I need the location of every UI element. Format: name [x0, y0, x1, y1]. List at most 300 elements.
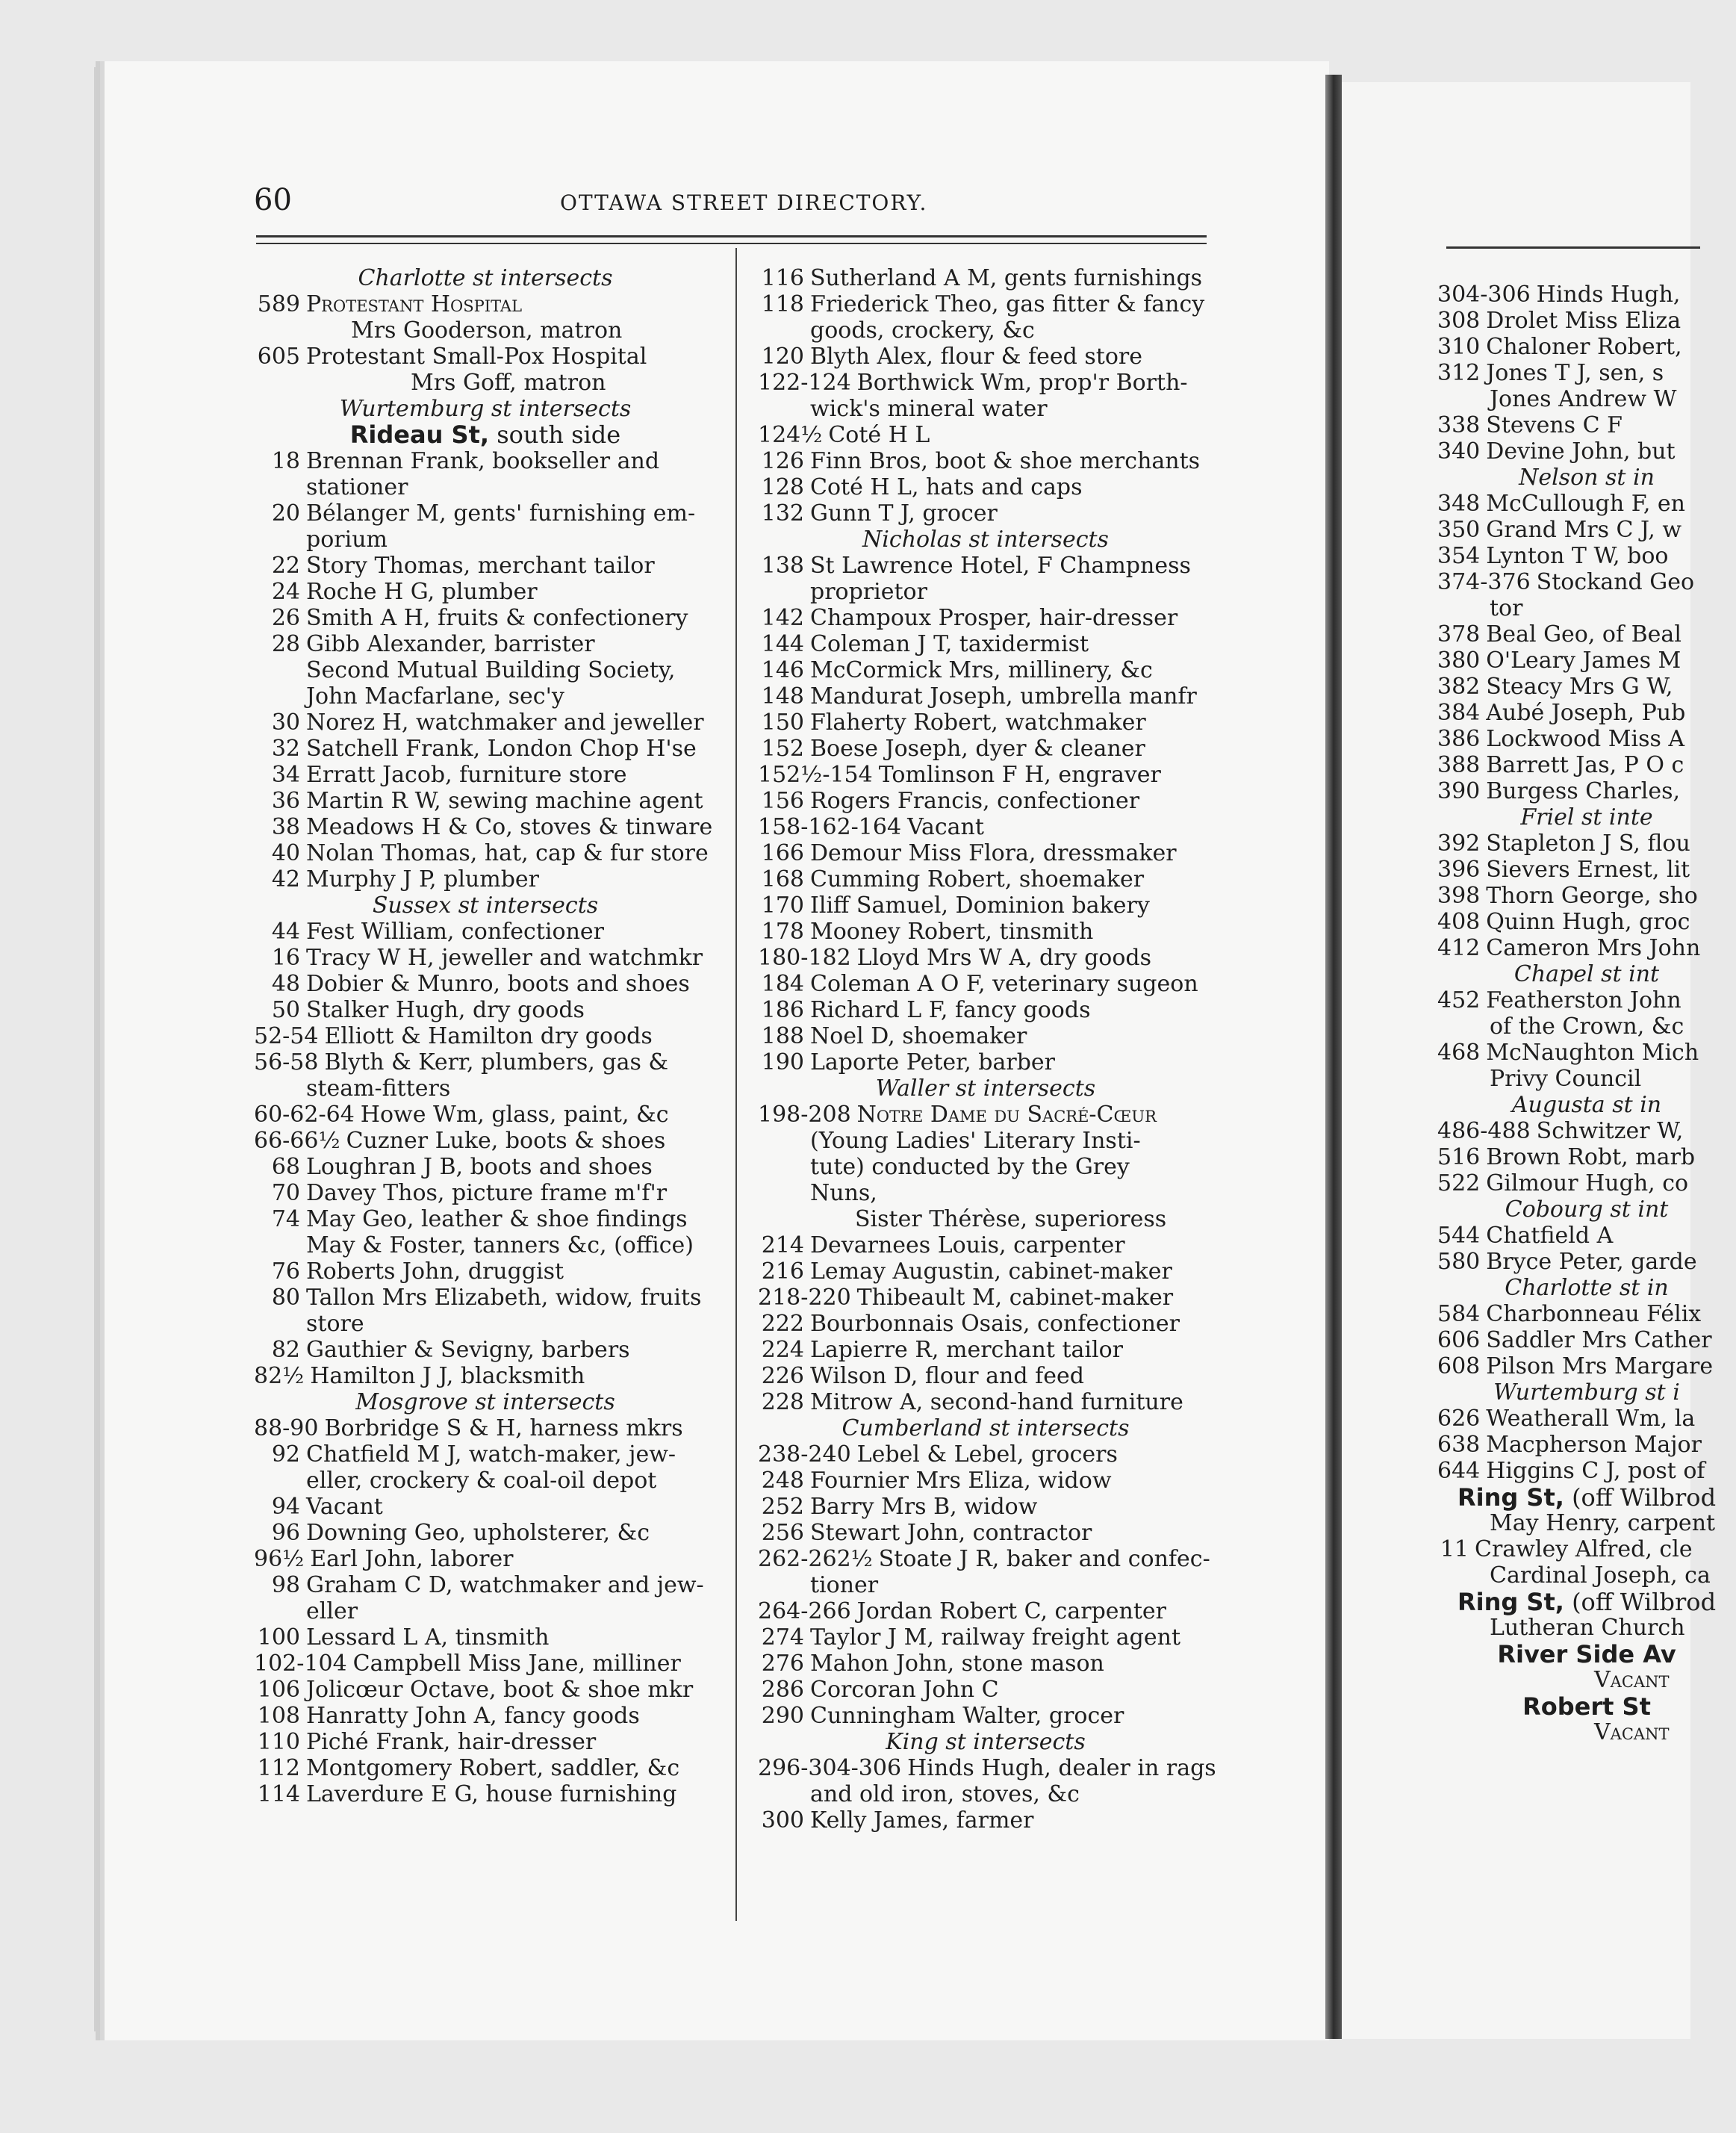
directory-entry	[254, 631, 717, 657]
directory-entry	[758, 422, 1213, 448]
directory-entry	[254, 866, 717, 892]
entry-text: O'Leary James M	[1486, 648, 1681, 674]
entry-text: Fest William, confectioner	[306, 919, 604, 945]
entry-text: Martin R W, sewing machine agent	[306, 788, 703, 814]
house-number: 188	[761, 1023, 804, 1049]
section-heading: Nelson st in	[1519, 465, 1655, 491]
entry-text: Jolicœur Octave, boot & shoe mkr	[306, 1677, 694, 1703]
directory-entry	[1437, 622, 1736, 648]
entry-text: Pilson Mrs Margare	[1486, 1353, 1714, 1379]
house-number: 184	[761, 971, 804, 997]
house-number: 218-220	[758, 1285, 851, 1311]
directory-entry	[758, 448, 1213, 474]
house-number: 374-376	[1437, 569, 1531, 595]
house-number: 228	[761, 1389, 804, 1415]
house-number: 82	[271, 1337, 300, 1363]
directory-entry	[1437, 1249, 1736, 1276]
directory-entry	[1437, 1459, 1736, 1485]
entry-text: Jones T J, sen, s	[1486, 360, 1664, 386]
entry-continuation: proprietor	[810, 579, 927, 605]
directory-entry	[1437, 1432, 1736, 1459]
entry-text: Demour Miss Flora, dressmaker	[810, 840, 1177, 866]
directory-entry	[758, 605, 1213, 631]
directory-entry	[254, 1729, 717, 1755]
directory-entry	[254, 553, 717, 579]
entry-continuation: tioner	[810, 1572, 879, 1598]
directory-entry	[758, 1023, 1213, 1049]
house-number: 92	[271, 1441, 300, 1468]
directory-entry	[1437, 674, 1736, 701]
house-number: 308	[1437, 308, 1481, 334]
house-number: 382	[1437, 674, 1481, 700]
directory-entry	[254, 762, 717, 788]
directory-entry	[1437, 1328, 1736, 1354]
house-number: 388	[1437, 752, 1481, 778]
directory-entry	[254, 1755, 717, 1781]
directory-entry	[1437, 1406, 1736, 1432]
directory-entry	[254, 1049, 717, 1075]
section-heading: Sussex st intersects	[372, 892, 599, 919]
entry-text: McCormick Mrs, millinery, &c	[810, 657, 1153, 683]
entry-text: Weatherall Wm, la	[1486, 1406, 1696, 1432]
directory-entry	[758, 553, 1213, 579]
directory-entry	[758, 1311, 1213, 1337]
entry-text: Tracy W H, jeweller and watchmkr	[306, 945, 703, 971]
house-number: 544	[1437, 1223, 1481, 1249]
house-number: 50	[271, 997, 300, 1023]
directory-entry	[758, 1520, 1213, 1546]
house-number: 152	[761, 736, 804, 762]
directory-entry	[254, 1415, 717, 1441]
section-heading: Nicholas st intersects	[862, 527, 1109, 553]
entry-continuation: porium	[306, 527, 388, 553]
directory-entry	[1437, 857, 1736, 884]
entry-text: Mooney Robert, tinsmith	[810, 919, 1094, 945]
entry-text: Hamilton J J, blacksmith	[310, 1363, 585, 1389]
directory-entry	[758, 344, 1213, 370]
house-number: 110	[257, 1729, 300, 1755]
directory-entry	[1437, 1040, 1736, 1066]
section-heading: Cumberland st intersects	[841, 1415, 1130, 1441]
street-heading	[1437, 1589, 1736, 1615]
entry-text: Flaherty Robert, watchmaker	[810, 710, 1146, 736]
house-number: 186	[761, 997, 804, 1023]
section-heading: Cobourg st int	[1505, 1196, 1669, 1223]
column-divider	[735, 248, 737, 1921]
house-number: 392	[1437, 830, 1481, 857]
house-number: 20	[271, 500, 300, 527]
entry-text: Richard L F, fancy goods	[810, 997, 1091, 1023]
entry-text: Macpherson Major	[1486, 1432, 1702, 1458]
entry-text: McCullough F, en	[1486, 491, 1685, 517]
directory-entry	[1437, 1171, 1736, 1197]
house-number: 290	[761, 1703, 804, 1729]
entry-text: Dobier & Munro, boots and shoes	[306, 971, 690, 997]
house-number: 380	[1437, 648, 1481, 674]
entry-text: Blyth Alex, flour & feed store	[810, 344, 1142, 370]
entry-text: Thibeault M, cabinet-maker	[856, 1285, 1174, 1311]
entry-text: Cuzner Luke, boots & shoes	[346, 1128, 666, 1154]
directory-entry	[1437, 910, 1736, 936]
entry-text: Featherston John	[1486, 987, 1681, 1013]
entry-text: Brown Robt, marb	[1486, 1144, 1696, 1170]
house-number: 190	[761, 1049, 804, 1075]
house-number: 606	[1437, 1327, 1481, 1353]
directory-entry	[758, 840, 1213, 866]
entry-text: St Lawrence Hotel, F Champness	[810, 553, 1191, 579]
entry-text: Stewart John, contractor	[810, 1520, 1092, 1546]
entry-text: Schwitzer W,	[1536, 1118, 1684, 1144]
entry-text: Lloyd Mrs W A, dry goods	[856, 945, 1151, 971]
entry-text: Charbonneau Félix	[1486, 1301, 1702, 1327]
entry-continuation: stationer	[306, 474, 408, 500]
directory-entry	[254, 579, 717, 605]
entry-continuation: May Henry, carpent	[1490, 1510, 1716, 1536]
house-number: 486-488	[1437, 1118, 1531, 1144]
directory-entry	[254, 1102, 717, 1128]
entry-continuation: of the Crown, &c	[1490, 1013, 1684, 1040]
house-number: 24	[271, 579, 300, 605]
section-heading: Augusta st in	[1511, 1092, 1662, 1118]
entry-text: Meadows H & Co, stoves & tinware	[306, 814, 713, 840]
entry-continuation: Cardinal Joseph, ca	[1490, 1562, 1711, 1589]
entry-continuation: tor	[1490, 595, 1523, 621]
directory-entry	[758, 710, 1213, 736]
section-heading: King st intersects	[886, 1729, 1086, 1755]
house-number: 106	[257, 1677, 300, 1703]
house-number: 222	[761, 1311, 804, 1337]
entry-text: Cumming Robert, shoemaker	[810, 866, 1145, 892]
house-number: 148	[761, 683, 804, 710]
street-name: Ring St,	[1457, 1588, 1564, 1616]
entry-continuation: steam-fitters	[306, 1075, 451, 1102]
entry-text: Sutherland A M, gents furnishings	[810, 265, 1203, 291]
entry-text: Laporte Peter, barber	[810, 1049, 1056, 1075]
directory-entry	[1437, 701, 1736, 727]
entry-text: Cunningham Walter, grocer	[810, 1703, 1124, 1729]
house-number: 390	[1437, 778, 1481, 804]
directory-entry	[254, 1494, 717, 1520]
house-number: 142	[761, 605, 804, 631]
house-number: 412	[1437, 935, 1481, 961]
entry-text: Piché Frank, hair-dresser	[306, 1729, 597, 1755]
directory-entry	[758, 1807, 1213, 1834]
directory-entry	[254, 1363, 717, 1389]
directory-entry	[758, 788, 1213, 814]
house-number: 128	[761, 474, 804, 500]
house-number: 138	[761, 553, 804, 579]
directory-entry	[1437, 988, 1736, 1014]
house-number: 96½	[254, 1546, 305, 1572]
entry-text: Kelly James, farmer	[810, 1807, 1034, 1834]
entry-text: Protestant Hospital	[306, 291, 523, 317]
entry-text: Bourbonnais Osais, confectioner	[810, 1311, 1180, 1337]
entry-text: Boese Joseph, dyer & cleaner	[810, 736, 1145, 762]
street-heading	[1437, 1485, 1736, 1511]
entry-text: Corcoran John C	[810, 1677, 999, 1703]
house-number: 168	[761, 866, 804, 892]
directory-entry	[1437, 831, 1736, 857]
entry-text: Gauthier & Sevigny, barbers	[306, 1337, 630, 1363]
house-number: 312	[1437, 360, 1481, 386]
entry-text: Sievers Ernest, lit	[1486, 857, 1690, 883]
entry-text: McNaughton Mich	[1486, 1040, 1699, 1066]
house-number: 452	[1437, 987, 1481, 1013]
house-number: 56-58	[254, 1049, 319, 1075]
house-number: 96	[271, 1520, 300, 1546]
directory-entry	[1437, 413, 1736, 439]
page-header	[254, 183, 1314, 217]
entry-text: Taylor J M, railway freight agent	[810, 1624, 1180, 1651]
entry-text: Norez H, watchmaker and jeweller	[306, 710, 704, 736]
entry-text: Mitrow A, second-hand furniture	[810, 1389, 1183, 1415]
section-heading: Wurtemburg st i	[1493, 1379, 1680, 1406]
entry-text: Burgess Charles,	[1486, 778, 1681, 804]
entry-continuation: Vacant	[1594, 1719, 1670, 1745]
directory-entry	[758, 1049, 1213, 1075]
house-number: 340	[1437, 438, 1481, 465]
entry-text: Roche H G, plumber	[306, 579, 538, 605]
entry-text: Lynton T W, boo	[1486, 543, 1669, 569]
house-number: 88-90	[254, 1415, 319, 1441]
entry-text: Mahon John, stone mason	[810, 1651, 1104, 1677]
street-name: Rideau St,	[349, 420, 490, 449]
house-number: 44	[271, 919, 300, 945]
entry-continuation: Jones Andrew W	[1490, 386, 1677, 412]
house-number: 214	[761, 1232, 804, 1258]
house-number: 100	[257, 1624, 300, 1651]
house-number: 66-66½	[254, 1128, 340, 1154]
directory-entry	[254, 919, 717, 945]
house-number: 338	[1437, 412, 1481, 438]
directory-entry	[758, 736, 1213, 762]
house-number: 386	[1437, 726, 1481, 752]
directory-entry	[758, 1363, 1213, 1389]
directory-entry	[758, 1102, 1213, 1128]
directory-entry	[1437, 335, 1736, 361]
house-number: 296-304-306	[758, 1755, 902, 1781]
directory-column-2	[758, 265, 1216, 1834]
house-number: 108	[257, 1703, 300, 1729]
house-number: 350	[1437, 517, 1481, 543]
directory-entry	[254, 1546, 717, 1572]
house-number: 40	[271, 840, 300, 866]
directory-entry	[254, 605, 717, 631]
entry-continuation: May & Foster, tanners &c, (office)	[306, 1232, 694, 1258]
house-number: 22	[271, 553, 300, 579]
house-number: 226	[761, 1363, 804, 1389]
entry-text: Coleman A O F, veterinary sugeon	[810, 971, 1198, 997]
entry-continuation: Mrs Goff, matron	[411, 370, 606, 396]
directory-entry	[758, 1755, 1216, 1781]
directory-entry	[254, 840, 717, 866]
entry-text: Rogers Francis, confectioner	[810, 788, 1140, 814]
entry-text: Borbridge S & H, harness mkrs	[324, 1415, 683, 1441]
street-name: Ring St,	[1457, 1483, 1564, 1512]
directory-entry	[758, 945, 1213, 971]
entry-continuation: Sister Thérèse, superioress	[855, 1206, 1167, 1232]
street-side: (off Wilbrod	[1564, 1483, 1717, 1512]
entry-text: Friederick Theo, gas fitter & fancy	[810, 291, 1205, 317]
directory-entry	[254, 1128, 717, 1154]
house-number: 18	[271, 448, 300, 474]
directory-entry	[1437, 1119, 1736, 1145]
entry-text: Finn Bros, boot & shoe merchants	[810, 448, 1201, 474]
directory-entry	[254, 1677, 717, 1703]
directory-entry	[254, 1781, 717, 1807]
street-side: (off Wilbrod	[1564, 1588, 1717, 1616]
header-rule	[256, 235, 1207, 237]
directory-entry	[1437, 936, 1736, 962]
book-gutter	[1325, 75, 1342, 2039]
entry-text: Stapleton J S, flou	[1486, 830, 1690, 857]
directory-entry	[1437, 884, 1736, 910]
entry-text: Notre Dame du Sacré-Cœur	[856, 1102, 1157, 1128]
directory-entry	[758, 657, 1213, 683]
house-number: 522	[1437, 1170, 1481, 1196]
entry-text: Hanratty John A, fancy goods	[306, 1703, 640, 1729]
directory-entry	[758, 1258, 1213, 1285]
entry-text: Drolet Miss Eliza	[1486, 308, 1681, 334]
directory-entry	[758, 1232, 1213, 1258]
entry-text: Lessard L A, tinsmith	[306, 1624, 550, 1651]
entry-text: Barrett Jas, P O c	[1486, 752, 1684, 778]
house-number: 516	[1437, 1144, 1481, 1170]
entry-text: Beal Geo, of Beal	[1486, 621, 1681, 648]
directory-entry	[1437, 544, 1736, 570]
directory-entry	[254, 1651, 717, 1677]
directory-entry	[1437, 648, 1736, 674]
entry-text: Chatfield A	[1486, 1223, 1614, 1249]
entry-text: Coté H L	[828, 422, 930, 448]
house-number: 605	[257, 344, 300, 370]
house-number: 608	[1437, 1353, 1481, 1379]
entry-text: Smith A H, fruits & confectionery	[306, 605, 688, 631]
entry-text: Thorn George, sho	[1486, 883, 1698, 909]
directory-entry	[758, 1677, 1213, 1703]
entry-text: Bélanger M, gents' furnishing em-	[306, 500, 696, 527]
entry-continuation: tute) conducted by the Grey	[810, 1154, 1130, 1180]
entry-text: Protestant Small-Pox Hospital	[306, 344, 647, 370]
directory-entry	[758, 291, 1213, 317]
entry-text: Gilmour Hugh, co	[1486, 1170, 1689, 1196]
directory-entry	[758, 1624, 1213, 1651]
house-number: 256	[761, 1520, 804, 1546]
house-number: 112	[257, 1755, 300, 1781]
entry-text: Quinn Hugh, groc	[1486, 909, 1690, 935]
section-heading: Mosgrove st intersects	[355, 1389, 615, 1415]
house-number: 76	[271, 1258, 300, 1285]
directory-entry	[1437, 439, 1736, 465]
entry-text: Montgomery Robert, saddler, &c	[306, 1755, 680, 1781]
entry-text: Saddler Mrs Cather	[1486, 1327, 1712, 1353]
entry-text: Stoate J R, baker and confec-	[878, 1546, 1210, 1572]
entry-text: Davey Thos, picture frame m'f'r	[306, 1180, 668, 1206]
house-number: 396	[1437, 857, 1481, 883]
house-number: 126	[761, 448, 804, 474]
house-number: 198-208	[758, 1102, 851, 1128]
house-number: 348	[1437, 491, 1481, 517]
directory-entry	[254, 1520, 717, 1546]
directory-entry	[254, 997, 717, 1023]
directory-entry	[254, 1180, 717, 1206]
directory-entry	[254, 344, 717, 370]
entry-text: Hinds Hugh,	[1536, 282, 1681, 308]
directory-entry	[758, 631, 1213, 657]
entry-text: Barry Mrs B, widow	[810, 1494, 1038, 1520]
entry-text: Gibb Alexander, barrister	[306, 631, 595, 657]
house-number: 300	[761, 1807, 804, 1834]
house-number: 286	[761, 1677, 804, 1703]
house-number: 468	[1437, 1040, 1481, 1066]
entry-continuation: (Young Ladies' Literary Insti-	[810, 1128, 1141, 1154]
directory-entry	[758, 683, 1213, 710]
house-number: 238-240	[758, 1441, 851, 1468]
directory-entry	[254, 1337, 717, 1363]
directory-entry	[1437, 491, 1736, 518]
entry-text: Satchell Frank, London Chop H'se	[306, 736, 697, 762]
house-number: 114	[257, 1781, 300, 1807]
house-number: 70	[271, 1180, 300, 1206]
entry-text: Lemay Augustin, cabinet-maker	[810, 1258, 1172, 1285]
house-number: 26	[271, 605, 300, 631]
directory-entry	[1437, 1354, 1736, 1380]
entry-text: Lebel & Lebel, grocers	[856, 1441, 1118, 1468]
entry-text: Chatfield M J, watch-maker, jew-	[306, 1441, 676, 1468]
directory-entry	[758, 997, 1213, 1023]
section-heading: Charlotte st in	[1505, 1275, 1669, 1301]
house-number: 224	[761, 1337, 804, 1363]
street-heading	[1437, 1642, 1736, 1668]
entry-text: Crawley Alfred, cle	[1475, 1536, 1693, 1562]
section-heading: Charlotte st intersects	[358, 265, 613, 291]
house-number: 132	[761, 500, 804, 527]
house-number: 42	[271, 866, 300, 892]
house-number: 94	[271, 1494, 300, 1520]
entry-text: Campbell Miss Jane, milliner	[352, 1651, 681, 1677]
house-number: 354	[1437, 543, 1481, 569]
entry-text: Vacant	[306, 1494, 383, 1520]
directory-entry	[254, 448, 717, 474]
entry-text: Cameron Mrs John	[1486, 935, 1701, 961]
directory-entry	[758, 762, 1213, 788]
house-number: 32	[271, 736, 300, 762]
entry-continuation: Mrs Gooderson, matron	[351, 317, 623, 344]
directory-entry	[254, 710, 717, 736]
entry-text: Elliott & Hamilton dry goods	[324, 1023, 653, 1049]
directory-entry	[254, 1206, 717, 1232]
street-name: River Side Av	[1497, 1640, 1676, 1668]
directory-entry	[758, 971, 1213, 997]
entry-text: Murphy J P, plumber	[306, 866, 539, 892]
house-number: 80	[271, 1285, 300, 1311]
directory-entry	[758, 919, 1213, 945]
directory-entry	[254, 1703, 717, 1729]
house-number: 30	[271, 710, 300, 736]
entry-continuation: John Macfarlane, sec'y	[306, 683, 564, 710]
entry-text: Blyth & Kerr, plumbers, gas &	[324, 1049, 669, 1075]
directory-entry	[254, 788, 717, 814]
entry-text: Chaloner Robert,	[1486, 334, 1682, 360]
entry-text: Downing Geo, upholsterer, &c	[306, 1520, 650, 1546]
directory-entry	[758, 474, 1213, 500]
directory-entry	[758, 1468, 1213, 1494]
house-number: 384	[1437, 700, 1481, 726]
directory-entry	[758, 1441, 1213, 1468]
house-number: 116	[761, 265, 804, 291]
directory-entry	[254, 814, 717, 840]
entry-text: Hinds Hugh, dealer in rags	[907, 1755, 1216, 1781]
